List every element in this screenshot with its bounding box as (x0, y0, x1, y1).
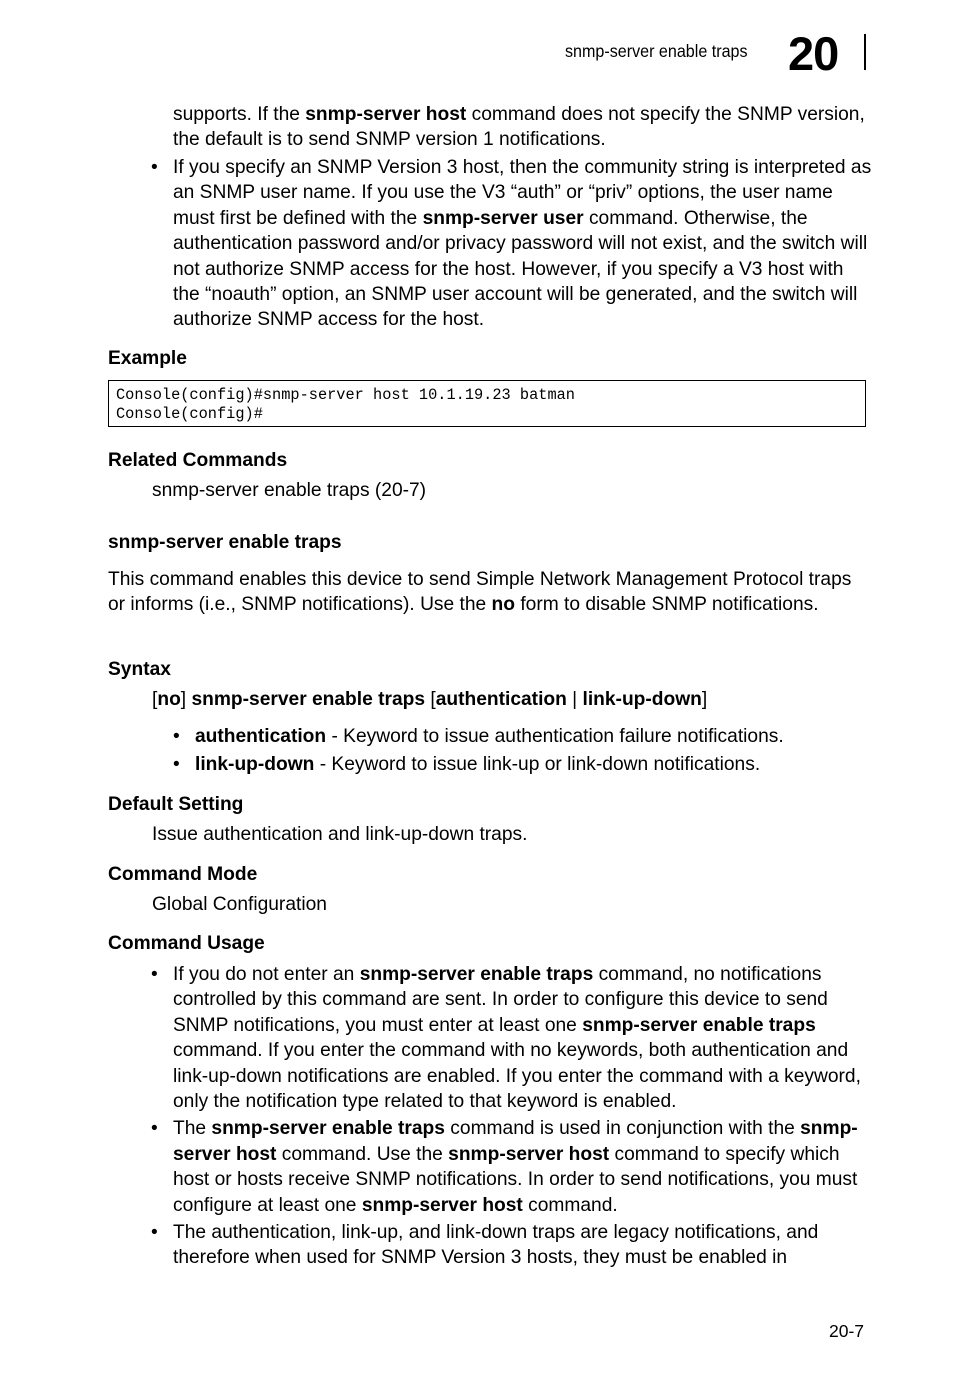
code-example (108, 380, 866, 427)
syntax-heading: Syntax (108, 659, 171, 680)
list-item: • The snmp-server enable traps command is used in conjunction with the snmp-server host command. Use the snmp-server host command to specify which host or hosts receive SNMP notifications. In order to send notifications, you must configure at least one snmp-server host command. (151, 1118, 858, 1216)
header-rule (864, 34, 866, 70)
code-line: Console(config)#snmp-server host 10.1.19.23 batman (116, 386, 575, 404)
list-item: • The authentication, link-up, and link-down traps are legacy notifications, and therefore when used for SNMP Version 3 hosts, they must be enabled in (151, 1222, 819, 1269)
command-mode-text: Global Configuration (152, 894, 327, 915)
list-item: • If you specify an SNMP Version 3 host, then the community string is interpreted as an SNMP user name. If you use the V3 “auth” or “priv” options, the user name must first be defined with the snmp-server user command. Otherwise, the authentication password and/or privacy password will not exist, and the switch will not authorize SNMP access for the host. However, if you specify a V3 host with the “noauth” option, an SNMP user account will be generated, and the switch will authorize SNMP access for the host. (151, 157, 872, 331)
v3-bullet-list (151, 155, 873, 333)
bullet-glyph: • (151, 157, 158, 178)
example-heading: Example (108, 348, 187, 369)
bullet-glyph: • (151, 1118, 158, 1140)
syntax-line: [no] snmp-server enable traps [authentication | link-up-down] (152, 689, 708, 710)
bullet-glyph: • (173, 726, 180, 747)
continued-bullet-text: supports. If the snmp-server host command does not specify the SNMP version, the default is to send SNMP version 1 notifications. (173, 104, 865, 151)
related-command-link[interactable]: snmp-server enable traps (20-7) (152, 480, 427, 501)
list-item: • link-up-down - Keyword to issue link-up or link-down notifications. (195, 752, 895, 777)
page-number: 20-7 (829, 1321, 865, 1341)
section-description: This command enables this device to send Simple Network Management Protocol traps or informs (i.e., SNMP notifications). Use the no form to disable SNMP notifications. (108, 569, 852, 616)
chapter-number: 20 (788, 27, 839, 80)
code-line: Console(config)# (116, 405, 263, 423)
syntax-params (173, 724, 895, 778)
bullet-glyph: • (173, 754, 180, 776)
default-setting-heading: Default Setting (108, 794, 244, 815)
list-item: • If you do not enter an snmp-server enable traps command, no notifications controlled by this command are sent. In order to configure this device to send SNMP notifications, you must enter at least one snmp-server enable traps command. If you enter the command with no keywords, both authentication and link-up-down notifications are enabled. If you enter the command with a keyword, only the notification type related to that keyword is enabled. (151, 964, 861, 1113)
related-commands-heading: Related Commands (108, 450, 288, 471)
bullet-glyph: • (151, 1222, 158, 1244)
running-title: snmp-server enable traps (565, 41, 748, 61)
bullet-glyph: • (151, 964, 158, 985)
command-usage-list (151, 962, 873, 1271)
section-title: snmp-server enable traps (108, 532, 342, 553)
command-usage-heading: Command Usage (108, 933, 265, 954)
command-mode-heading: Command Mode (108, 864, 258, 885)
list-item: • authentication - Keyword to issue authentication failure notifications. (195, 724, 895, 749)
default-setting-text: Issue authentication and link-up-down traps. (152, 824, 528, 845)
